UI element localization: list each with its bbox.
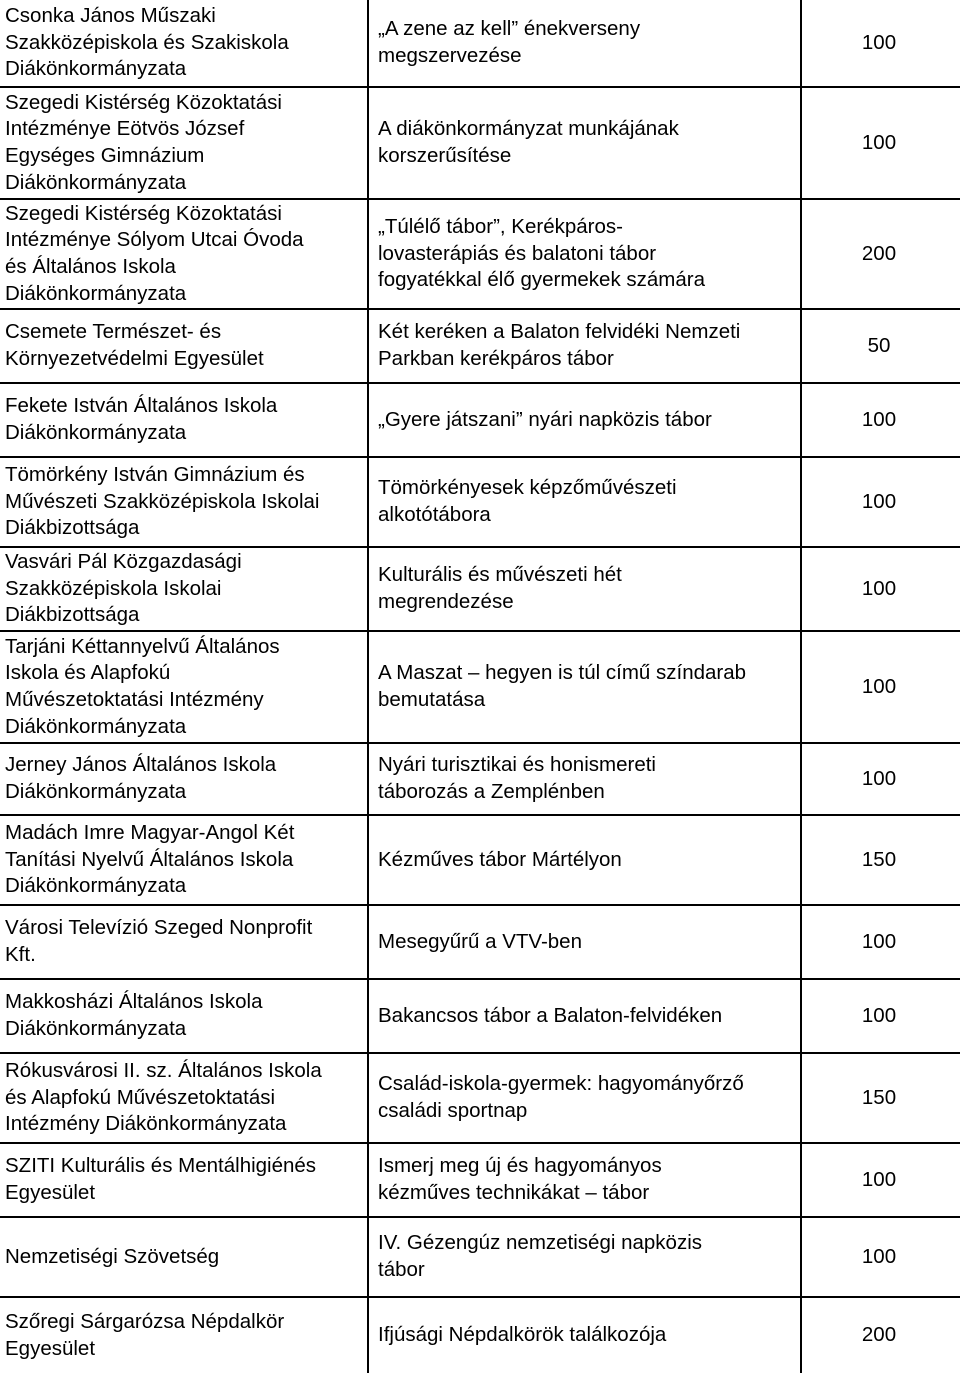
organization-cell (5, 0, 367, 86)
amount-value: 100 (861, 30, 897, 54)
organization-name: Szegedi Kistérség Közoktatási Intézménye Eötvös József Egységes Gimnázium Diákönkormányzata (5, 90, 282, 194)
program-name: Nyári turisztikai és honismereti táborozás a Zemplénben (378, 753, 656, 803)
program-cell (378, 88, 800, 198)
organization-cell (5, 632, 367, 742)
amount-value: 100 (861, 1167, 897, 1191)
organization-cell (5, 1218, 367, 1296)
program-name: Ismerj meg új és hagyományos kézműves technikákat – tábor (378, 1154, 662, 1204)
program-name: „A zene az kell” énekverseny megszervezése (378, 17, 641, 67)
program-cell (378, 816, 800, 904)
organization-cell (5, 816, 367, 904)
table-row (0, 200, 960, 308)
organization-name: Városi Televízió Szeged Nonprofit Kft. (5, 916, 313, 966)
table-row (0, 88, 960, 198)
amount-value: 150 (861, 1085, 897, 1109)
amount-cell (800, 906, 958, 978)
organization-name: Nemzetiségi Szövetség (5, 1244, 220, 1268)
amount-value: 100 (861, 489, 897, 513)
program-cell (378, 1298, 800, 1373)
program-name: Mesegyűrű a VTV-ben (378, 929, 582, 953)
amount-cell (800, 0, 958, 86)
table-row (0, 1218, 960, 1296)
organization-name: Tarjáni Kéttannyelvű Általános Iskola és Alapfokú Művészetoktatási Intézmény Diákönkormányzata (5, 634, 280, 738)
program-name: Bakancsos tábor a Balaton-felvidéken (378, 1003, 723, 1027)
table-row (0, 906, 960, 978)
program-cell (378, 0, 800, 86)
program-cell (378, 744, 800, 814)
program-cell (378, 200, 800, 308)
program-cell (378, 632, 800, 742)
program-cell (378, 384, 800, 456)
amount-value: 100 (861, 1003, 897, 1027)
organization-cell (5, 906, 367, 978)
program-cell (378, 1054, 800, 1142)
amount-value: 100 (861, 929, 897, 953)
program-cell (378, 980, 800, 1052)
organization-cell (5, 548, 367, 630)
table-row (0, 1144, 960, 1216)
program-cell (378, 1218, 800, 1296)
organization-cell (5, 384, 367, 456)
amount-value: 100 (861, 130, 897, 154)
amount-value: 100 (861, 407, 897, 431)
amount-cell (800, 1298, 958, 1373)
program-cell (378, 310, 800, 382)
organization-cell (5, 200, 367, 308)
table-row (0, 1054, 960, 1142)
program-name: A Maszat – hegyen is túl című színdarab bemutatása (378, 661, 747, 711)
program-name: Kulturális és művészeti hét megrendezése (378, 563, 622, 613)
program-name: „Túlélő tábor”, Kerékpáros- lovasterápiás és balatoni tábor fogyatékkal élő gyermekek számára (378, 214, 706, 292)
program-cell (378, 906, 800, 978)
table-row (0, 816, 960, 904)
program-name: Kézműves tábor Mártélyon (378, 847, 622, 871)
amount-cell (800, 744, 958, 814)
amount-cell (800, 200, 958, 308)
organization-name: Fekete István Általános Iskola Diákönkormányzata (5, 394, 278, 444)
amount-value: 150 (861, 847, 897, 871)
table-row (0, 548, 960, 630)
table-row (0, 632, 960, 742)
organization-name: Jerney János Általános Iskola Diákönkormányzata (5, 753, 277, 803)
amount-cell (800, 548, 958, 630)
amount-value: 50 (867, 333, 891, 357)
table-row (0, 310, 960, 382)
program-name: Család-iskola-gyermek: hagyományőrző családi sportnap (378, 1072, 744, 1122)
table-row (0, 980, 960, 1052)
organization-name: Csemete Természet- és Környezetvédelmi Egyesület (5, 320, 264, 370)
program-name: IV. Gézengúz nemzetiségi napközis tábor (378, 1231, 703, 1281)
organization-name: Szegedi Kistérség Közoktatási Intézménye Sólyom Utcai Óvoda és Általános Iskola Diákönkormányzata (5, 201, 304, 305)
amount-cell (800, 1144, 958, 1216)
table-row (0, 0, 960, 86)
program-name: Tömörkényesek képzőművészeti alkotótábora (378, 476, 677, 526)
organization-cell (5, 1298, 367, 1373)
amount-cell (800, 458, 958, 546)
organization-cell (5, 310, 367, 382)
organization-name: Makkosházi Általános Iskola Diákönkormányzata (5, 990, 263, 1040)
amount-cell (800, 632, 958, 742)
organization-cell (5, 458, 367, 546)
table-row (0, 744, 960, 814)
organization-name: Szőregi Sárgarózsa Népdalkör Egyesület (5, 1309, 285, 1360)
organization-cell (5, 744, 367, 814)
program-name: Ifjúsági Népdalkörök találkozója (378, 1323, 667, 1347)
program-cell (378, 458, 800, 546)
amount-cell (800, 310, 958, 382)
organization-cell (5, 1054, 367, 1142)
amount-value: 100 (861, 674, 897, 698)
program-name: A diákönkormányzat munkájának korszerűsítése (378, 117, 679, 167)
organization-cell (5, 980, 367, 1052)
amount-cell (800, 88, 958, 198)
amount-cell (800, 384, 958, 456)
amount-value: 200 (861, 1323, 897, 1347)
organization-name: Madách Imre Magyar-Angol Két Tanítási Nyelvű Általános Iskola Diákönkormányzata (5, 820, 295, 898)
table-row (0, 384, 960, 456)
table-row (0, 458, 960, 546)
amount-cell (800, 1218, 958, 1296)
amount-value: 100 (861, 1244, 897, 1268)
amount-value: 100 (861, 766, 897, 790)
organization-name: Csonka János Műszaki Szakközépiskola és Szakiskola Diákönkormányzata (5, 3, 289, 81)
amount-cell (800, 1054, 958, 1142)
program-cell (378, 1144, 800, 1216)
amount-value: 200 (861, 241, 897, 265)
organization-cell (5, 88, 367, 198)
program-cell (378, 548, 800, 630)
organization-name: Vasvári Pál Közgazdasági Szakközépiskola Iskolai Diákbizottsága (5, 549, 242, 627)
program-name: Két keréken a Balaton felvidéki Nemzeti Parkban kerékpáros tábor (378, 320, 741, 370)
table-row (0, 1298, 960, 1373)
organization-cell (5, 1144, 367, 1216)
organization-name: SZITI Kulturális és Mentálhigiénés Egyesület (5, 1154, 317, 1204)
organization-name: Tömörkény István Gimnázium és Művészeti Szakközépiskola Iskolai Diákbizottsága (5, 462, 320, 540)
amount-cell (800, 980, 958, 1052)
organization-name: Rókusvárosi II. sz. Általános Iskola és Alapfokú Művészetoktatási Intézmény Diákönkormányzata (5, 1058, 322, 1136)
amount-cell (800, 816, 958, 904)
amount-value: 100 (861, 576, 897, 600)
program-name: „Gyere játszani” nyári napközis tábor (378, 407, 712, 431)
